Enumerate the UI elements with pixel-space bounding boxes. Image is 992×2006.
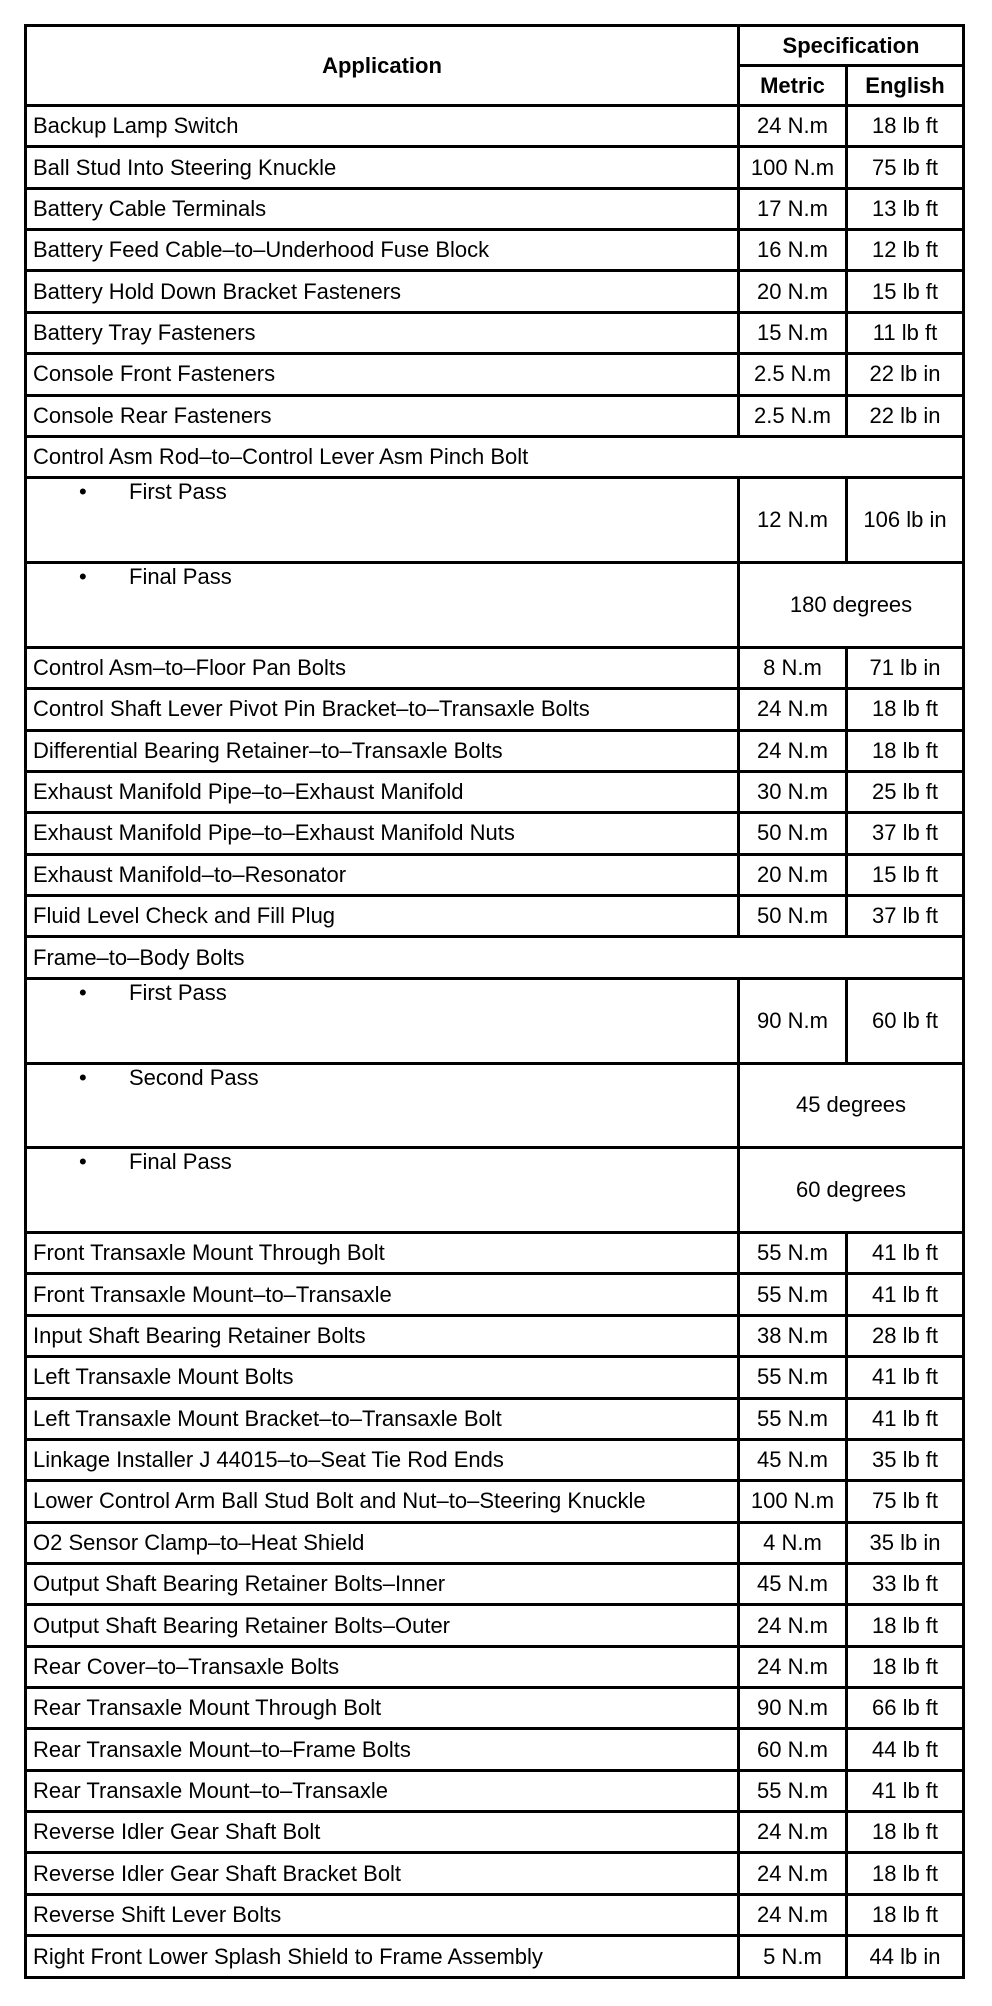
english-cell: 41 lb ft bbox=[847, 1398, 964, 1439]
table-row bbox=[26, 1770, 964, 1811]
table-row bbox=[26, 230, 964, 271]
metric-cell: 24 N.m bbox=[739, 1605, 847, 1646]
application-cell: Front Transaxle Mount–to–Transaxle bbox=[26, 1274, 739, 1315]
table-row bbox=[26, 1398, 964, 1439]
application-cell: Console Rear Fasteners bbox=[26, 395, 739, 436]
application-cell: Control Asm–to–Floor Pan Bolts bbox=[26, 647, 739, 688]
group-heading-cell: Control Asm Rod–to–Control Lever Asm Pinch Bolt bbox=[26, 436, 964, 477]
metric-cell: 20 N.m bbox=[739, 854, 847, 895]
metric-cell: 55 N.m bbox=[739, 1274, 847, 1315]
sub-application-cell bbox=[26, 1063, 739, 1148]
table-row bbox=[26, 895, 964, 936]
table-header bbox=[26, 26, 964, 106]
table-row bbox=[26, 1812, 964, 1853]
table-row bbox=[26, 106, 964, 147]
english-cell: 60 lb ft bbox=[847, 978, 964, 1063]
sub-row bbox=[26, 563, 964, 648]
application-cell: Ball Stud Into Steering Knuckle bbox=[26, 147, 739, 188]
spec-span-cell: 60 degrees bbox=[739, 1148, 964, 1233]
english-cell: 33 lb ft bbox=[847, 1563, 964, 1604]
metric-cell: 4 N.m bbox=[739, 1522, 847, 1563]
application-cell: Exhaust Manifold Pipe–to–Exhaust Manifold bbox=[26, 771, 739, 812]
english-cell: 37 lb ft bbox=[847, 895, 964, 936]
english-cell: 75 lb ft bbox=[847, 147, 964, 188]
metric-cell: 24 N.m bbox=[739, 730, 847, 771]
metric-cell: 100 N.m bbox=[739, 1481, 847, 1522]
application-cell: Rear Transaxle Mount–to–Transaxle bbox=[26, 1770, 739, 1811]
application-cell: Console Front Fasteners bbox=[26, 354, 739, 395]
english-cell: 41 lb ft bbox=[847, 1274, 964, 1315]
sub-label: First Pass bbox=[129, 979, 227, 1005]
table-row bbox=[26, 1936, 964, 1978]
english-cell: 41 lb ft bbox=[847, 1233, 964, 1274]
metric-cell: 45 N.m bbox=[739, 1439, 847, 1480]
english-cell: 66 lb ft bbox=[847, 1688, 964, 1729]
english-cell: 41 lb ft bbox=[847, 1357, 964, 1398]
table-row bbox=[26, 271, 964, 312]
metric-cell: 2.5 N.m bbox=[739, 354, 847, 395]
english-cell: 18 lb ft bbox=[847, 689, 964, 730]
sub-label: Final Pass bbox=[129, 1149, 232, 1175]
metric-cell: 90 N.m bbox=[739, 1688, 847, 1729]
sub-label: Second Pass bbox=[129, 1064, 259, 1090]
spec-span-cell: 180 degrees bbox=[739, 563, 964, 648]
table-row bbox=[26, 1729, 964, 1770]
english-cell: 15 lb ft bbox=[847, 854, 964, 895]
english-cell: 75 lb ft bbox=[847, 1481, 964, 1522]
table-row bbox=[26, 1894, 964, 1935]
metric-cell: 24 N.m bbox=[739, 1853, 847, 1894]
table-row bbox=[26, 730, 964, 771]
english-header: English bbox=[847, 66, 964, 106]
metric-cell: 17 N.m bbox=[739, 188, 847, 229]
application-cell: Right Front Lower Splash Shield to Frame Assembly bbox=[26, 1936, 739, 1978]
metric-cell: 20 N.m bbox=[739, 271, 847, 312]
table-row bbox=[26, 1646, 964, 1687]
table-row bbox=[26, 1481, 964, 1522]
application-cell: Left Transaxle Mount Bolts bbox=[26, 1357, 739, 1398]
application-cell: Differential Bearing Retainer–to–Transaxle Bolts bbox=[26, 730, 739, 771]
metric-cell: 55 N.m bbox=[739, 1357, 847, 1398]
application-cell: Reverse Idler Gear Shaft Bolt bbox=[26, 1812, 739, 1853]
group-heading-cell: Frame–to–Body Bolts bbox=[26, 937, 964, 978]
application-header: Application bbox=[26, 26, 739, 106]
english-cell: 18 lb ft bbox=[847, 1894, 964, 1935]
application-cell: Lower Control Arm Ball Stud Bolt and Nut–to–Steering Knuckle bbox=[26, 1481, 739, 1522]
table-row bbox=[26, 1315, 964, 1356]
metric-cell: 100 N.m bbox=[739, 147, 847, 188]
bullet-icon: • bbox=[79, 1064, 87, 1090]
table-row bbox=[26, 1853, 964, 1894]
metric-cell: 55 N.m bbox=[739, 1398, 847, 1439]
sub-application-cell bbox=[26, 1148, 739, 1233]
bullet-icon: • bbox=[79, 979, 87, 1005]
table-row bbox=[26, 1688, 964, 1729]
table-row bbox=[26, 813, 964, 854]
table-row bbox=[26, 854, 964, 895]
metric-cell: 60 N.m bbox=[739, 1729, 847, 1770]
application-cell: Battery Feed Cable–to–Underhood Fuse Block bbox=[26, 230, 739, 271]
application-cell: Fluid Level Check and Fill Plug bbox=[26, 895, 739, 936]
english-cell: 18 lb ft bbox=[847, 1853, 964, 1894]
bullet-icon: • bbox=[79, 564, 87, 590]
table-body bbox=[26, 106, 964, 1978]
table-row bbox=[26, 1605, 964, 1646]
metric-cell: 55 N.m bbox=[739, 1770, 847, 1811]
table-row bbox=[26, 1563, 964, 1604]
metric-cell: 55 N.m bbox=[739, 1233, 847, 1274]
english-cell: 18 lb ft bbox=[847, 730, 964, 771]
application-cell: Output Shaft Bearing Retainer Bolts–Inner bbox=[26, 1563, 739, 1604]
table-row bbox=[26, 147, 964, 188]
table-row bbox=[26, 1439, 964, 1480]
english-cell: 18 lb ft bbox=[847, 1605, 964, 1646]
english-cell: 35 lb in bbox=[847, 1522, 964, 1563]
specification-header: Specification bbox=[739, 26, 964, 66]
english-cell: 71 lb in bbox=[847, 647, 964, 688]
english-cell: 28 lb ft bbox=[847, 1315, 964, 1356]
sub-application-cell bbox=[26, 563, 739, 648]
english-cell: 106 lb in bbox=[847, 478, 964, 563]
sub-row bbox=[26, 1063, 964, 1148]
english-cell: 22 lb in bbox=[847, 354, 964, 395]
english-cell: 25 lb ft bbox=[847, 771, 964, 812]
metric-cell: 24 N.m bbox=[739, 1812, 847, 1853]
metric-cell: 50 N.m bbox=[739, 895, 847, 936]
header-row bbox=[26, 26, 964, 66]
spec-span-cell: 45 degrees bbox=[739, 1063, 964, 1148]
table-row bbox=[26, 1522, 964, 1563]
bullet-icon: • bbox=[79, 479, 87, 505]
metric-cell: 24 N.m bbox=[739, 689, 847, 730]
table-row bbox=[26, 1274, 964, 1315]
application-cell: Exhaust Manifold–to–Resonator bbox=[26, 854, 739, 895]
english-cell: 37 lb ft bbox=[847, 813, 964, 854]
table-row bbox=[26, 188, 964, 229]
metric-cell: 8 N.m bbox=[739, 647, 847, 688]
sub-row bbox=[26, 978, 964, 1063]
english-cell: 18 lb ft bbox=[847, 106, 964, 147]
application-cell: Left Transaxle Mount Bracket–to–Transaxle Bolt bbox=[26, 1398, 739, 1439]
english-cell: 35 lb ft bbox=[847, 1439, 964, 1480]
application-cell: Reverse Shift Lever Bolts bbox=[26, 1894, 739, 1935]
table-row bbox=[26, 354, 964, 395]
application-cell: Battery Hold Down Bracket Fasteners bbox=[26, 271, 739, 312]
metric-cell: 2.5 N.m bbox=[739, 395, 847, 436]
application-cell: O2 Sensor Clamp–to–Heat Shield bbox=[26, 1522, 739, 1563]
sub-label: First Pass bbox=[129, 479, 227, 505]
sub-label: Final Pass bbox=[129, 564, 232, 590]
group-heading-row bbox=[26, 436, 964, 477]
english-cell: 18 lb ft bbox=[847, 1812, 964, 1853]
metric-cell: 24 N.m bbox=[739, 106, 847, 147]
english-cell: 44 lb in bbox=[847, 1936, 964, 1978]
sub-application-cell bbox=[26, 478, 739, 563]
bullet-icon: • bbox=[79, 1149, 87, 1175]
application-cell: Rear Cover–to–Transaxle Bolts bbox=[26, 1646, 739, 1687]
group-heading-row bbox=[26, 937, 964, 978]
application-cell: Exhaust Manifold Pipe–to–Exhaust Manifold Nuts bbox=[26, 813, 739, 854]
sub-row bbox=[26, 478, 964, 563]
table-row bbox=[26, 1357, 964, 1398]
application-cell: Linkage Installer J 44015–to–Seat Tie Rod Ends bbox=[26, 1439, 739, 1480]
metric-header: Metric bbox=[739, 66, 847, 106]
english-cell: 44 lb ft bbox=[847, 1729, 964, 1770]
english-cell: 41 lb ft bbox=[847, 1770, 964, 1811]
application-cell: Rear Transaxle Mount Through Bolt bbox=[26, 1688, 739, 1729]
english-cell: 13 lb ft bbox=[847, 188, 964, 229]
metric-cell: 30 N.m bbox=[739, 771, 847, 812]
application-cell: Battery Cable Terminals bbox=[26, 188, 739, 229]
metric-cell: 5 N.m bbox=[739, 1936, 847, 1978]
application-cell: Battery Tray Fasteners bbox=[26, 312, 739, 353]
english-cell: 12 lb ft bbox=[847, 230, 964, 271]
metric-cell: 50 N.m bbox=[739, 813, 847, 854]
table-row bbox=[26, 647, 964, 688]
table-row bbox=[26, 689, 964, 730]
application-cell: Reverse Idler Gear Shaft Bracket Bolt bbox=[26, 1853, 739, 1894]
english-cell: 11 lb ft bbox=[847, 312, 964, 353]
sub-application-cell bbox=[26, 978, 739, 1063]
metric-cell: 38 N.m bbox=[739, 1315, 847, 1356]
metric-cell: 16 N.m bbox=[739, 230, 847, 271]
application-cell: Rear Transaxle Mount–to–Frame Bolts bbox=[26, 1729, 739, 1770]
application-cell: Output Shaft Bearing Retainer Bolts–Outer bbox=[26, 1605, 739, 1646]
metric-cell: 45 N.m bbox=[739, 1563, 847, 1604]
torque-spec-table bbox=[24, 24, 965, 1979]
application-cell: Backup Lamp Switch bbox=[26, 106, 739, 147]
application-cell: Control Shaft Lever Pivot Pin Bracket–to–Transaxle Bolts bbox=[26, 689, 739, 730]
english-cell: 15 lb ft bbox=[847, 271, 964, 312]
application-cell: Front Transaxle Mount Through Bolt bbox=[26, 1233, 739, 1274]
sub-row bbox=[26, 1148, 964, 1233]
english-cell: 18 lb ft bbox=[847, 1646, 964, 1687]
metric-cell: 24 N.m bbox=[739, 1646, 847, 1687]
metric-cell: 12 N.m bbox=[739, 478, 847, 563]
table-row bbox=[26, 395, 964, 436]
metric-cell: 90 N.m bbox=[739, 978, 847, 1063]
application-cell: Input Shaft Bearing Retainer Bolts bbox=[26, 1315, 739, 1356]
table-row bbox=[26, 771, 964, 812]
table-row bbox=[26, 1233, 964, 1274]
table-row bbox=[26, 312, 964, 353]
metric-cell: 24 N.m bbox=[739, 1894, 847, 1935]
metric-cell: 15 N.m bbox=[739, 312, 847, 353]
english-cell: 22 lb in bbox=[847, 395, 964, 436]
